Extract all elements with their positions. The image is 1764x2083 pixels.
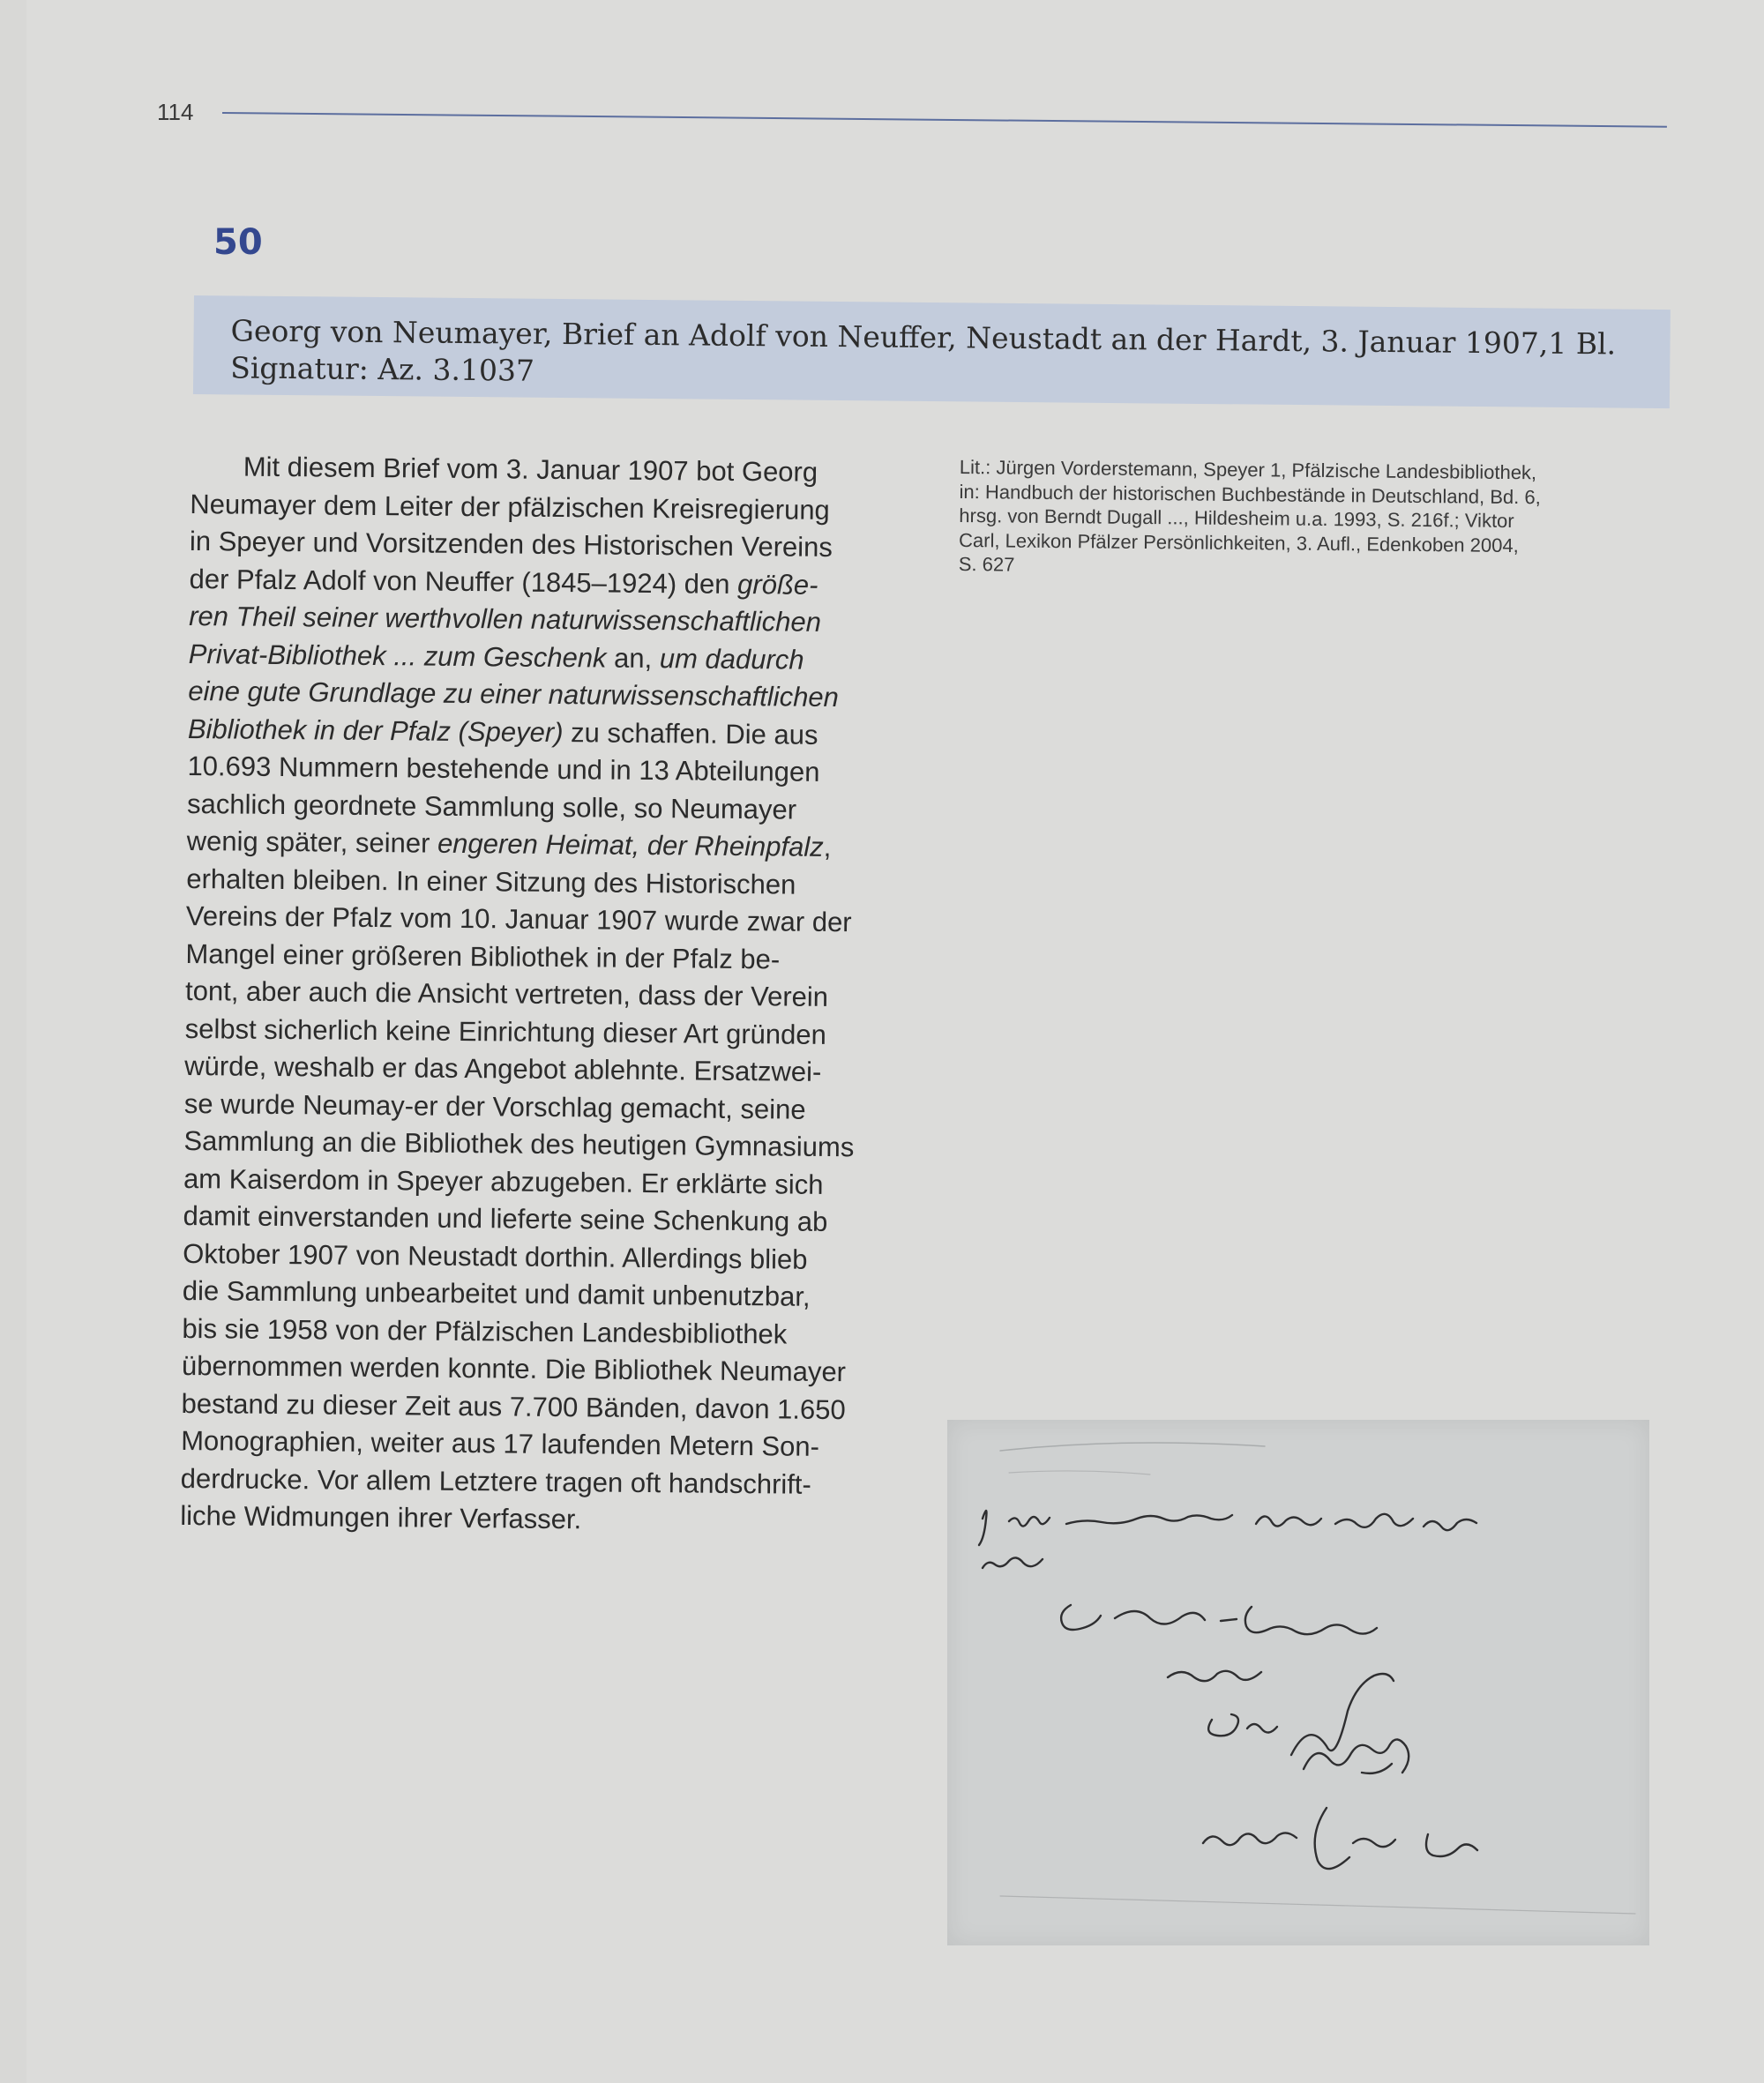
letter-facsimile-image [947,1420,1649,1945]
entry-number: 50 [213,222,263,263]
body-fragment: übernommen werden konnte. Die Bibliothek Neumayer [181,1349,847,1388]
header-rule [222,112,1667,128]
body-fragment: Neumayer dem Leiter der pfälzischen Kreisregierung [190,488,830,526]
body-fragment: bestand zu dieser Zeit aus 7.700 Bänden, davon 1.650 [181,1387,846,1425]
body-fragment: würde, weshalb er das Angebot ablehnte. Ersatzwei- [184,1049,822,1087]
body-fragment: Oktober 1907 von Neustadt dorthin. Allerdings blieb [183,1237,808,1275]
literature-line: S. 627 [958,552,1015,576]
italic-quote: Bibliothek in der Pfalz (Speyer) [187,713,564,748]
body-fragment: zu schaffen. Die aus [563,716,818,750]
body-fragment: wenig später, seiner [186,825,438,859]
body-line [184,1048,899,1092]
literature-references [959,455,1692,583]
body-line [189,598,903,642]
literature-line: Lit.: Jürgen Vorderstemann, Speyer 1, Pfälzische Landesbibliothek, [959,455,1537,484]
body-line [190,523,904,567]
entry-title: Georg von Neumayer, Brief an Adolf von Neuffer, Neustadt an der Hardt, 3. Januar 1907,1 Bl. [230,313,1617,362]
body-fragment: erhalten bleiben. In einer Sitzung des Historischen [186,862,796,900]
body-fragment: 10.693 Nummern bestehende und in 13 Abteilungen [187,750,820,788]
body-fragment: die Sammlung unbearbeitet und damit unbenutzbar, [182,1274,811,1312]
body-text [180,448,905,1542]
italic-quote: ren Theil seiner werthvollen naturwissenschaftlichen [189,600,822,638]
italic-quote: größe- [736,568,818,601]
body-line [180,1497,894,1542]
body-fragment: damit einverstanden und lieferte seine Schenkung ab [183,1199,828,1237]
entry-shelfmark: Signatur: Az. 3.1037 [230,350,535,388]
body-line [188,673,902,717]
body-line [187,748,901,792]
body-fragment: in Speyer und Vorsitzenden des Historischen Vereins [189,525,833,563]
body-fragment: der Pfalz Adolf von Neuffer (1845–1924) den [189,563,738,600]
body-line [187,823,901,867]
literature-line: in: Handbuch der historischen Buchbestände in Deutschland, Bd. 6, [959,480,1541,508]
title-band [193,295,1671,408]
body-fragment: Sammlung an die Bibliothek des heutigen Gymnasiums [183,1124,855,1163]
body-fragment: am Kaiserdom in Speyer abzugeben. Er erklärte sich [183,1162,824,1200]
body-line [185,973,900,1017]
italic-quote: engeren Heimat, der Rheinpfalz [437,827,824,862]
body-fragment: selbst sicherlich keine Einrichtung dieser Art gründen [184,1012,826,1050]
body-line [183,1123,898,1167]
body-fragment: derdrucke. Vor allem Letztere tragen oft handschrift- [180,1462,812,1500]
body-fragment: se wurde Neumay-er der Vorschlag gemacht, seine [183,1087,806,1125]
body-fragment: Vereins der Pfalz vom 10. Januar 1907 wurde zwar der [185,900,852,938]
body-fragment: Monographien, weiter aus 17 laufenden Metern Son- [181,1424,820,1462]
body-line [182,1348,896,1392]
body-fragment: tont, aber auch die Ansicht vertreten, dass der Verein [184,974,829,1012]
body-fragment: , [823,831,832,862]
italic-quote: um dadurch [659,642,804,676]
body-fragment: sachlich geordnete Sammlung solle, so Neumayer [186,788,797,825]
body-fragment: bis sie 1958 von der Pfälzischen Landesbibliothek [182,1312,788,1350]
literature-line: hrsg. von Berndt Dugall ..., Hildesheim u.a. 1993, S. 216f.; Viktor [959,504,1514,533]
italic-quote: eine gute Grundlage zu einer naturwissenschaftlichen [188,675,840,713]
book-page [26,0,1764,2083]
body-line [181,1422,895,1467]
body-line [191,448,905,492]
body-fragment: an, [606,642,661,674]
body-fragment: Mit diesem Brief vom 3. Januar 1907 bot Georg [243,451,818,488]
italic-quote: Privat-Bibliothek ... zum Geschenk [188,638,607,674]
body-line [183,1198,897,1242]
body-line [183,1273,897,1317]
literature-line: Carl, Lexikon Pfälzer Persönlichkeiten, 3. Aufl., Edenkoben 2004, [958,528,1519,556]
handwritten-letter-illustration [947,1420,1649,1945]
body-fragment: Mangel einer größeren Bibliothek in der Pfalz be- [185,937,781,974]
body-fragment: liche Widmungen ihrer Verfasser. [180,1499,582,1535]
page-number: 114 [157,99,194,125]
body-line [186,898,901,942]
